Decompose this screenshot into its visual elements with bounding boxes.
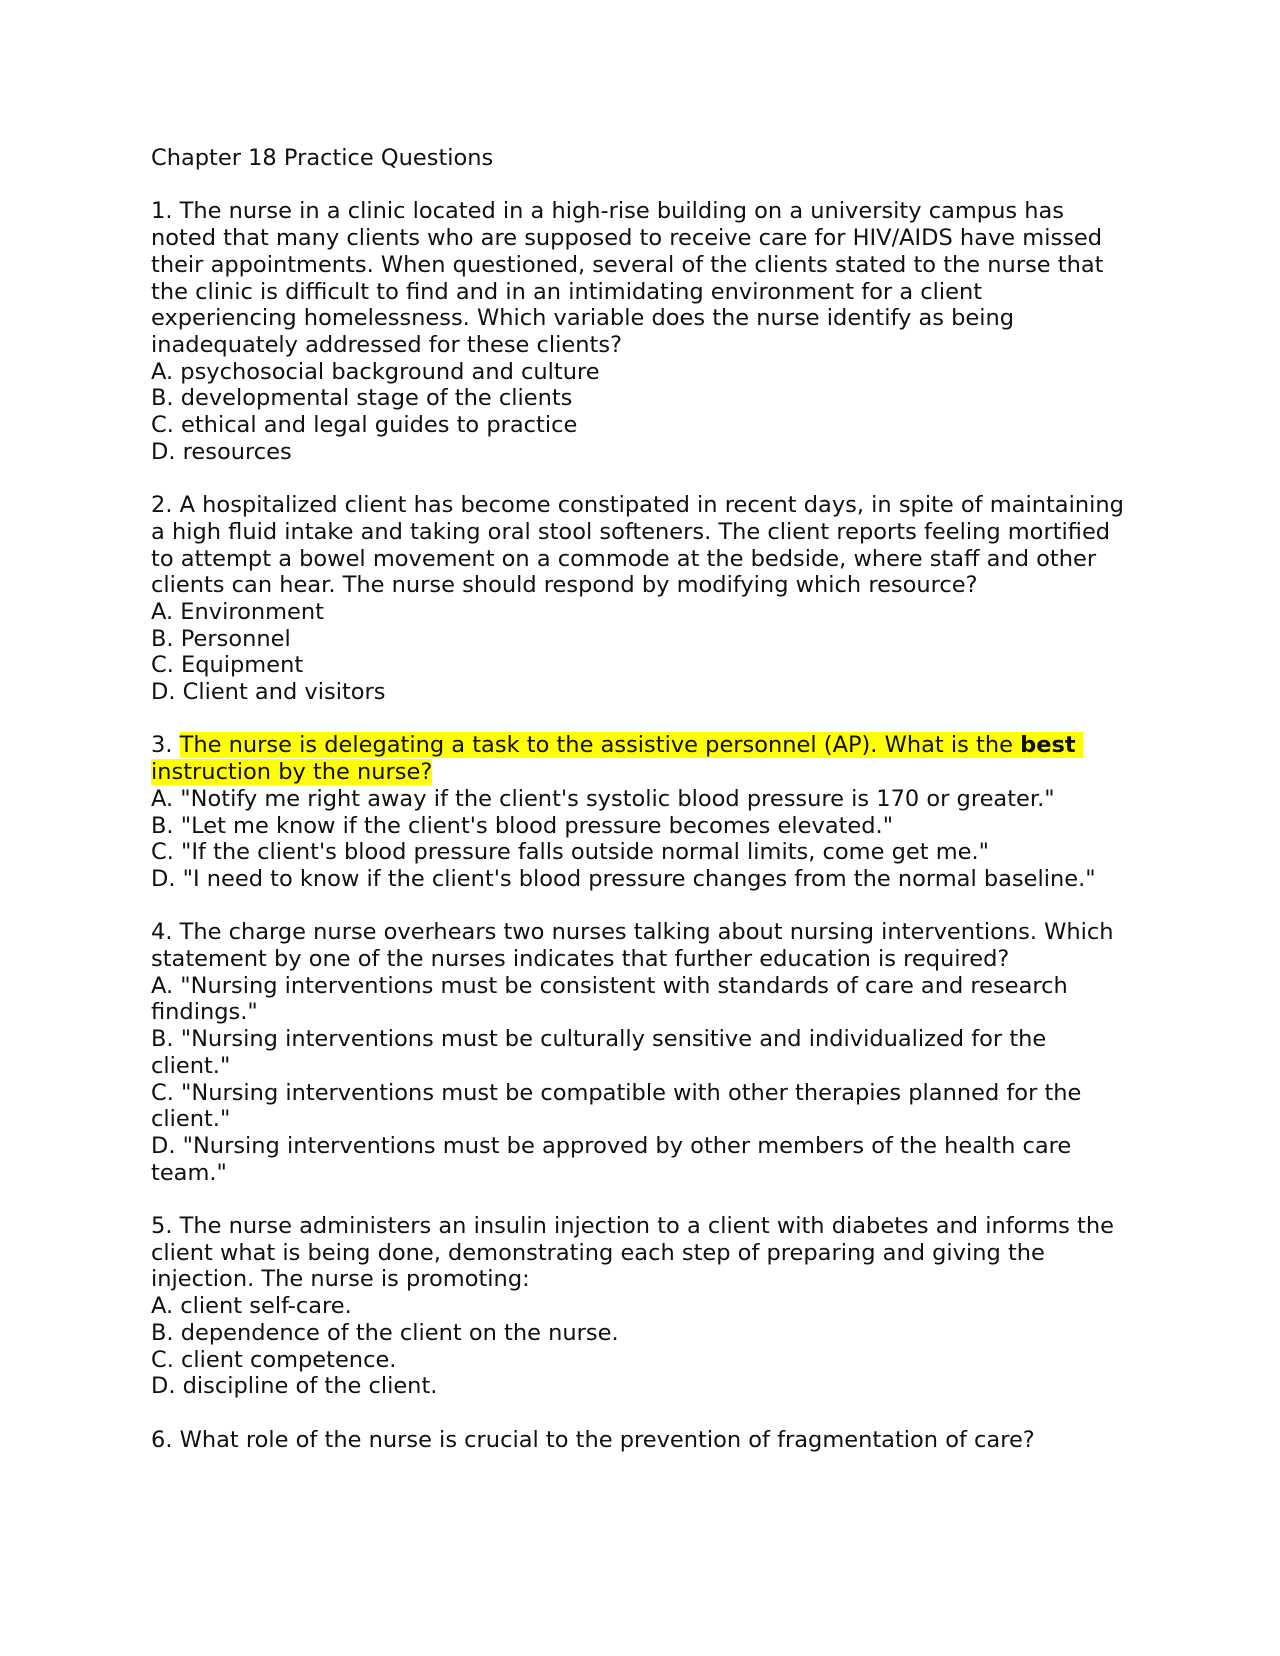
question-stem: 1. The nurse in a clinic located in a high-rise building on a university campus has noted that many clients who are supposed to receive care for HIV/AIDS have missed their appointments. When questioned, several of the clients stated to the nurse that the clinic is difficult to find and in an intimidating environment for a client experiencing homelessness. Which variable does the nurse identify as being inadequately addressed for these clients? [151, 198, 1111, 358]
answer-option: D. "Nursing interventions must be approved by other members of the health care team." [151, 1132, 1079, 1186]
spacer [151, 1186, 1131, 1213]
spacer [151, 172, 1131, 199]
answer-option: D. resources [151, 438, 292, 465]
answer-option: C. Equipment [151, 652, 304, 679]
question-5 [151, 1213, 1131, 1400]
answer-option: C. "Nursing interventions must be compatible with other therapies planned for the client." [151, 1079, 1089, 1133]
question-stem: 2. A hospitalized client has become constipated in recent days, in spite of maintaining a high fluid intake and taking oral stool softeners. The client reports feeling mortified to attempt a bowel movement on a commode at the bedside, where staff and other clients can hear. The nurse should respond by modifying which resource? [151, 492, 1132, 599]
spacer [151, 1400, 1131, 1427]
question-stem: 6. What role of the nurse is crucial to the prevention of fragmentation of care? [151, 1426, 1035, 1453]
answer-option: A. psychosocial background and culture [151, 358, 600, 385]
question-1 [151, 198, 1131, 465]
answer-option: A. "Nursing interventions must be consistent with standards of care and research findings." [151, 972, 1075, 1026]
answer-option: D. "I need to know if the client's blood pressure changes from the normal baseline." [151, 865, 1096, 892]
answer-option: B. "Nursing interventions must be culturally sensitive and individualized for the client." [151, 1026, 1054, 1079]
answer-option: B. dependence of the client on the nurse. [151, 1319, 619, 1346]
answer-option: C. "If the client's blood pressure falls outside normal limits, come get me." [151, 839, 989, 866]
answer-option: B. Personnel [151, 625, 291, 652]
highlighted-stem [151, 732, 1083, 785]
question-2 [151, 492, 1131, 706]
question-6 [151, 1427, 1131, 1454]
answer-option: D. Client and visitors [151, 679, 386, 706]
question-stem: 4. The charge nurse overhears two nurses talking about nursing interventions. Which statement by one of the nurses indicates that further education is required? [151, 919, 1121, 973]
stem-text: instruction by the nurse? [151, 732, 1083, 786]
answer-option: C. ethical and legal guides to practice [151, 412, 578, 439]
question-stem: 5. The nurse administers an insulin injection to a client with diabetes and informs the client what is being done, demonstrating each step of preparing and giving the injection. The nurse is promoting: [151, 1213, 1122, 1293]
answer-option: B. developmental stage of the clients [151, 385, 573, 412]
answer-option: B. "Let me know if the client's blood pressure becomes elevated." [151, 812, 894, 839]
question-number: 3. [151, 732, 180, 759]
question-3 [151, 732, 1131, 892]
spacer [151, 465, 1131, 492]
spacer [151, 706, 1131, 733]
answer-option: A. Environment [151, 598, 324, 625]
answer-option: C. client competence. [151, 1346, 397, 1373]
spacer [151, 893, 1131, 920]
answer-option: D. discipline of the client. [151, 1373, 438, 1400]
answer-option: A. client self-care. [151, 1293, 352, 1320]
question-4 [151, 919, 1131, 1186]
question-stem [151, 732, 1131, 785]
document-page [151, 145, 1131, 1453]
stem-text: The nurse is delegating a task to the assistive personnel (AP). What is the [179, 732, 1021, 759]
document-title: Chapter 18 Practice Questions [151, 145, 494, 171]
stem-emphasis: best [1020, 732, 1076, 759]
answer-option: A. "Notify me right away if the client's systolic blood pressure is 170 or greater." [151, 785, 1055, 812]
